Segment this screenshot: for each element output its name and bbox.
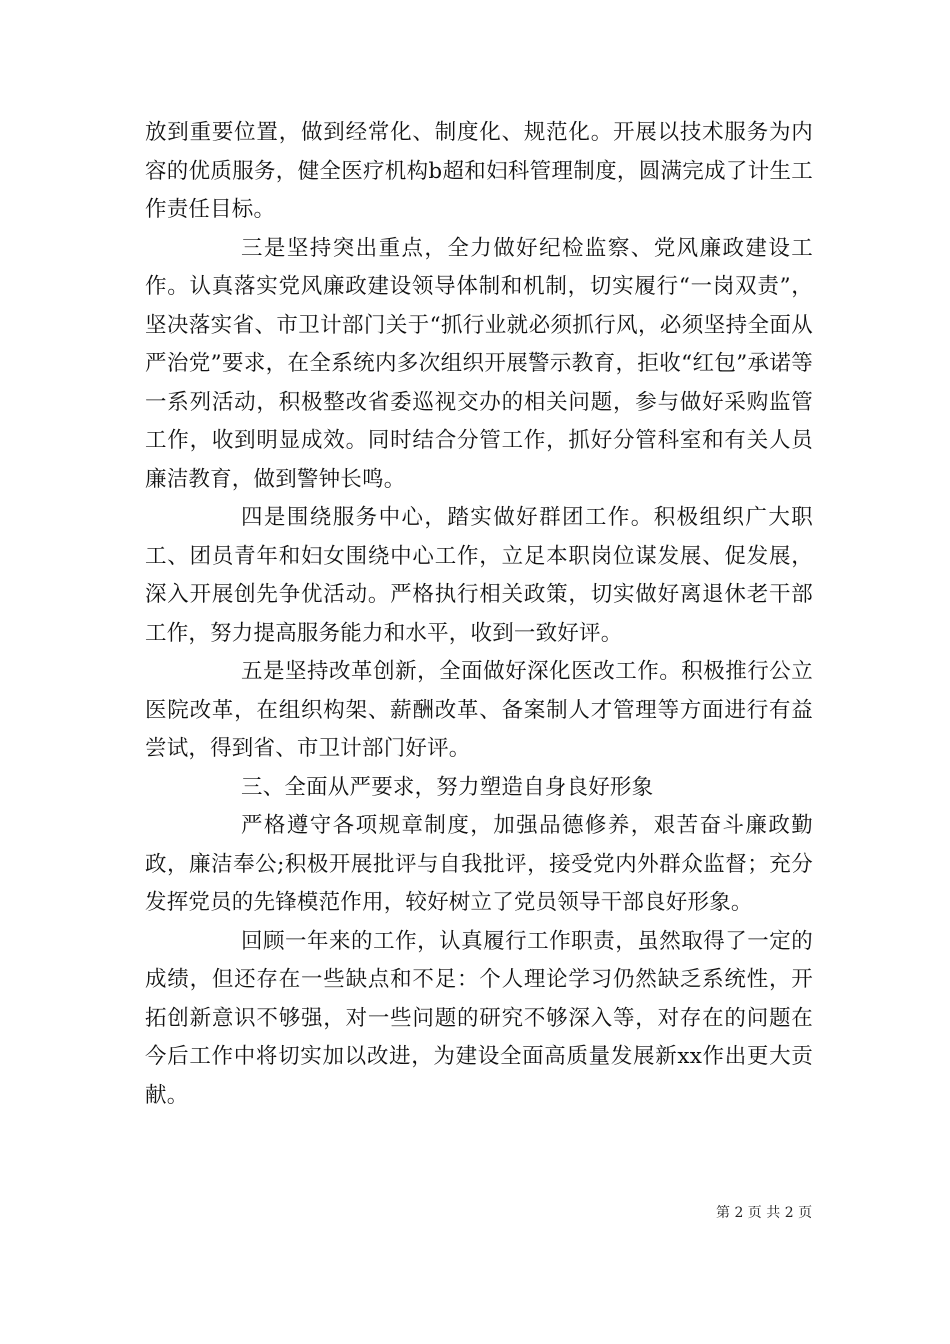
paragraph-discipline-inspection: 三是坚持突出重点，全力做好纪检监察、党风廉政建设工作。认真落实党风廉政建设领导体制和机制，切实履行“一岗双责”，坚决落实省、市卫计部门关于“抓行业就必须抓行风，必须坚持全面从严治党”要求，在全系统内多次组织开展警示教育，拒收“红包”承诺等一系列活动，积极整改省委巡视交办的相关问题，参与做好采购监管工作，收到明显成效。同时结合分管工作，抓好分管科室和有关人员廉洁教育，做到警钟长鸣。 — [145, 235, 813, 492]
paragraph-review: 回顾一年来的工作，认真履行工作职责，虽然取得了一定的成绩，但还存在一些缺点和不足：个人理论学习仍然缺乏系统性，开拓创新意识不够强，对一些问题的研究不够深入等，对存在的问题在今后工作中将切实加以改进，为建设全面高质量发展新xx作出更大贡献。 — [145, 928, 813, 1108]
paragraph-continuation: 放到重要位置，做到经常化、制度化、规范化。开展以技术服务为内容的优质服务，健全医疗机构b超和妇科管理制度，圆满完成了计生工作责任目标。 — [145, 120, 813, 222]
paragraph-self-discipline: 严格遵守各项规章制度，加强品德修养，艰苦奋斗廉政勤政，廉洁奉公;积极开展批评与自我批评，接受党内外群众监督；充分发挥党员的先锋模范作用，较好树立了党员领导干部良好形象。 — [145, 813, 813, 915]
section-heading: 三、全面从严要求，努力塑造自身良好形象 — [241, 774, 654, 800]
page-number: 第 2 页 共 2 页 — [716, 1205, 813, 1221]
paragraph-mass-organization: 四是围绕服务中心，踏实做好群团工作。积极组织广大职工、团员青年和妇女围绕中心工作，立足本职岗位谋发展、促发展，深入开展创先争优活动。严格执行相关政策，切实做好离退休老干部工作，努力提高服务能力和水平，收到一致好评。 — [145, 505, 813, 646]
paragraph-medical-reform: 五是坚持改革创新，全面做好深化医改工作。积极推行公立医院改革，在组织构架、薪酬改革、备案制人才管理等方面进行有益尝试，得到省、市卫计部门好评。 — [145, 659, 813, 761]
document-body — [145, 114, 813, 1115]
